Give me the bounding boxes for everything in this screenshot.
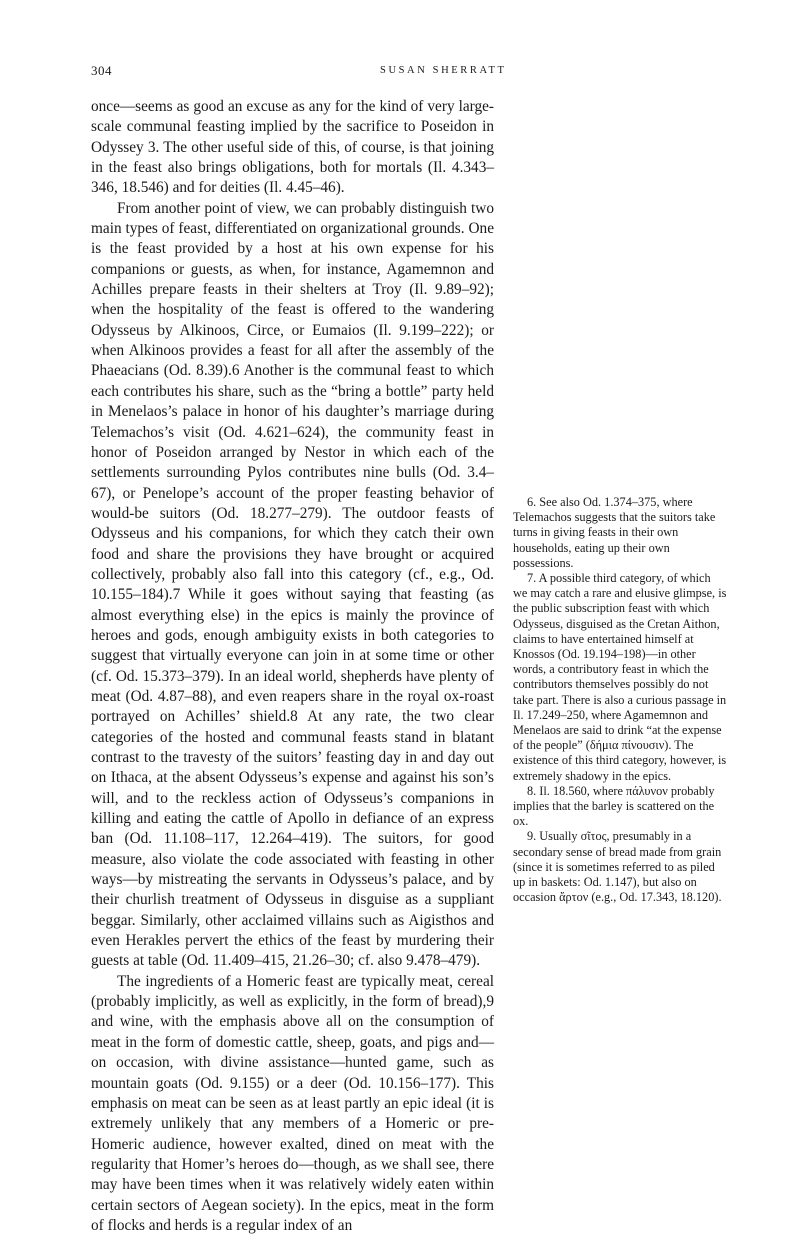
footnote: 7. A possible third category, of which we may catch a rare and elusive glimpse, is the public subscription feast with which Odysseus, disguised as the Cretan Aithon, claims to have entertained himself at Knossos (Od. 19.194–198)—in other words, a contributory feast in which the contributors themselves possibly do not take part. There is also a curious passage in Il. 17.249–250, where Agamemnon and Menelaos are said to drink “at the expense of the people” (δήμια πίνουσιν). The existence of this third category, however, is extremely shadowy in the epics. <box>513 571 727 783</box>
page-number: 304 <box>91 63 112 78</box>
main-text-column <box>91 97 494 1236</box>
running-head: SUSAN SHERRATT <box>380 65 507 76</box>
body-paragraph: The ingredients of a Homeric feast are typically meat, cereal (probably implicitly, as well as explicitly, in the form of bread),9 and wine, with the emphasis above all on the consumption of meat in the form of domestic cattle, sheep, goats, and pigs and—on occasion, with divine assistance—hunted game, such as mountain goats (Od. 9.155) or a deer (Od. 10.156–177). This emphasis on meat can be seen as at least partly an epic ideal (it is extremely unlikely that any members of a Homeric or pre-Homeric audience, however exalted, dined on meat with the regularity that Homer’s heroes do—though, as we shall see, there may have been times when it was relatively widely eaten within certain sectors of Aegean society). In the epics, meat in the form of flocks and herds is a regular index of an <box>91 972 494 1234</box>
footnote: 9. Usually σῖτος, presumably in a secondary sense of bread made from grain (since it is sometimes referred to as piled up in baskets: Od. 1.147), but also on occasion ἄρτον (e.g., Od. 17.343, 18.120). <box>513 829 722 905</box>
body-paragraph: once—seems as good an excuse as any for the kind of very large-scale communal feasting implied by the sacrifice to Poseidon in Odyssey 3. The other useful side of this, of course, is that joining in the feast also brings obligations, both for mortals (Il. 4.343–346, 18.546) and for deities (Il. 4.45–46). <box>91 98 494 197</box>
footnote: 8. Il. 18.560, where πάλυνον probably implies that the barley is scattered on the ox. <box>513 783 715 829</box>
footnote: 6. See also Od. 1.374–375, where Telemachos suggests that the suitors take turns in giving feasts in their own households, eating up their own possessions. <box>513 495 716 570</box>
footnotes-column <box>513 495 728 905</box>
body-paragraph: From another point of view, we can probably distinguish two main types of feast, differentiated on organizational grounds. One is the feast provided by a host at his own expense for his companions or guests, as when, for instance, Agamemnon and Achilles prepare feasts in their shelters at Troy (Il. 9.89–92); when the hospitality of the feast is offered to the wandering Odysseus by Alkinoos, Circe, or Eumaios (Il. 9.199–222); or when Alkinoos provides a feast for all after the assembly of the Phaeacians (Od. 8.39).6 Another is the communal feast to which each contributes his share, such as the “bring a bottle” party held in Menelaos’s palace in honor of his daughter’s marriage during Telemachos’s visit (Od. 4.621–624), the community feast in honor of Poseidon arranged by Nestor in which each of the settlements surrounding Pylos contributes nine bulls (Od. 3.4–67), or Penelope’s account of the proper feasting behavior of would-be suitors (Od. 18.277–279). The outdoor feasts of Odysseus and his companions, for which they catch their own food and share the provisions they have brought or acquired collectively, probably also fall into this category (cf., e.g., Od. 10.155–184).7 While it goes without saying that feasting (as almost everything else) in the epics is mainly the province of heroes and gods, enough ambiguity exists in both categories to suggest that virtually everyone can join in at some time or other (cf. Od. 15.373–379). In an ideal world, shepherds have plenty of meat (Od. 4.87–88), and even reapers share in the royal ox-roast portrayed on Achilles’ shield.8 At any rate, the two clear categories of the hosted and communal feasts stand in blatant contrast to the travesty of the suitors’ feasting day in and day out on Ithaca, at the absent Odysseus’s expense and against his son’s will, and to the reckless action of Odysseus’s companions in killing and eating the cattle of Apollo in defiance of an express ban (Od. 11.108–117, 12.264–419). The suitors, for good measure, also violate the code associated with feasting in other ways—by mistreating the servants in Odysseus’s palace, and by their churlish treatment of Odysseus in disguise as a suppliant beggar. Similarly, other acclaimed villains such as Aigisthos and even Herakles pervert the ethics of the feast by murdering their guests at table (Od. 11.409–415, 21.26–30; cf. also 9.478–479). <box>91 199 494 970</box>
